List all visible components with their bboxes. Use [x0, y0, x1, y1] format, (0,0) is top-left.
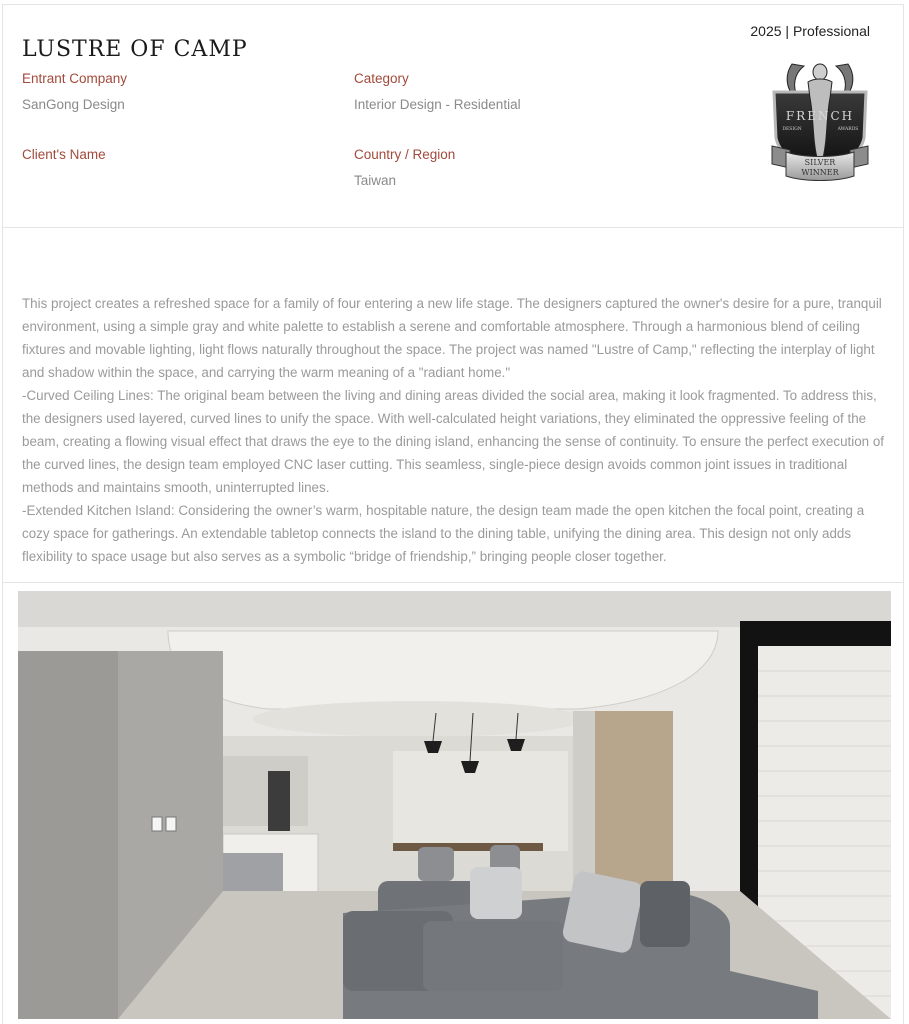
- entrant-company-value: SanGong Design: [22, 97, 125, 112]
- section-divider: [2, 582, 904, 583]
- description-paragraph: -Curved Ceiling Lines: The original beam between the living and dining areas divided the social area, making it look fragmented. To address this, the designers used layered, curved lines to unify the space. With well-calculated height variations, they eliminated the oppressive feeling of the beam, creating a flowing visual effect that draws the eye to the dining island, enhancing the sense of continuity. To ensure the perfect execution of the curved lines, the design team employed CNC laser cutting. This seamless, single-piece design avoids common joint issues in traditional methods and maintains smooth, uninterrupted lines.: [22, 388, 885, 495]
- year-level: 2025 | Professional: [750, 23, 870, 39]
- badge-ribbon-line2: WINNER: [801, 168, 839, 177]
- client-name-label: Client's Name: [22, 147, 106, 162]
- category-label: Category: [354, 71, 409, 86]
- country-value: Taiwan: [354, 173, 397, 188]
- badge-text-line1: FRENCH: [785, 109, 855, 123]
- description-paragraph: This project creates a refreshed space for a family of four entering a new life stage. The designers captured the owner's desire for a pure, tranquil environment, using a simple gray and white palette to establish a serene and comfortable atmosphere. Through a harmonious blend of ceiling fixtures and movable lighting, light flows naturally throughout the space. The project was named "Lustre of Camp," reflecting the interplay of light and shadow within the space, and carrying the warm meaning of a "radiant home.": [22, 296, 882, 380]
- award-shield-icon: [764, 58, 876, 184]
- badge-text-line3: AWARDS: [837, 127, 859, 132]
- project-description: [22, 292, 888, 568]
- category-value: Interior Design - Residential: [354, 97, 521, 112]
- project-title: LUSTRE OF CAMP: [22, 36, 248, 62]
- badge-text-line2: DESIGN: [782, 127, 802, 132]
- section-divider: [2, 227, 904, 228]
- country-label: Country / Region: [354, 147, 456, 162]
- interior-living-room-photo: [18, 591, 891, 1019]
- description-paragraph: -Extended Kitchen Island: Considering the owner’s warm, hospitable nature, the design team made the open kitchen the focal point, creating a cozy space for gatherings. An extendable tabletop connects the island to the dining table, unifying the dining area. This design not only adds flexibility to space usage but also serves as a symbolic “bridge of friendship,” bringing people closer together.: [22, 503, 865, 564]
- badge-ribbon-line1: SILVER: [804, 158, 836, 167]
- entrant-company-label: Entrant Company: [22, 71, 128, 86]
